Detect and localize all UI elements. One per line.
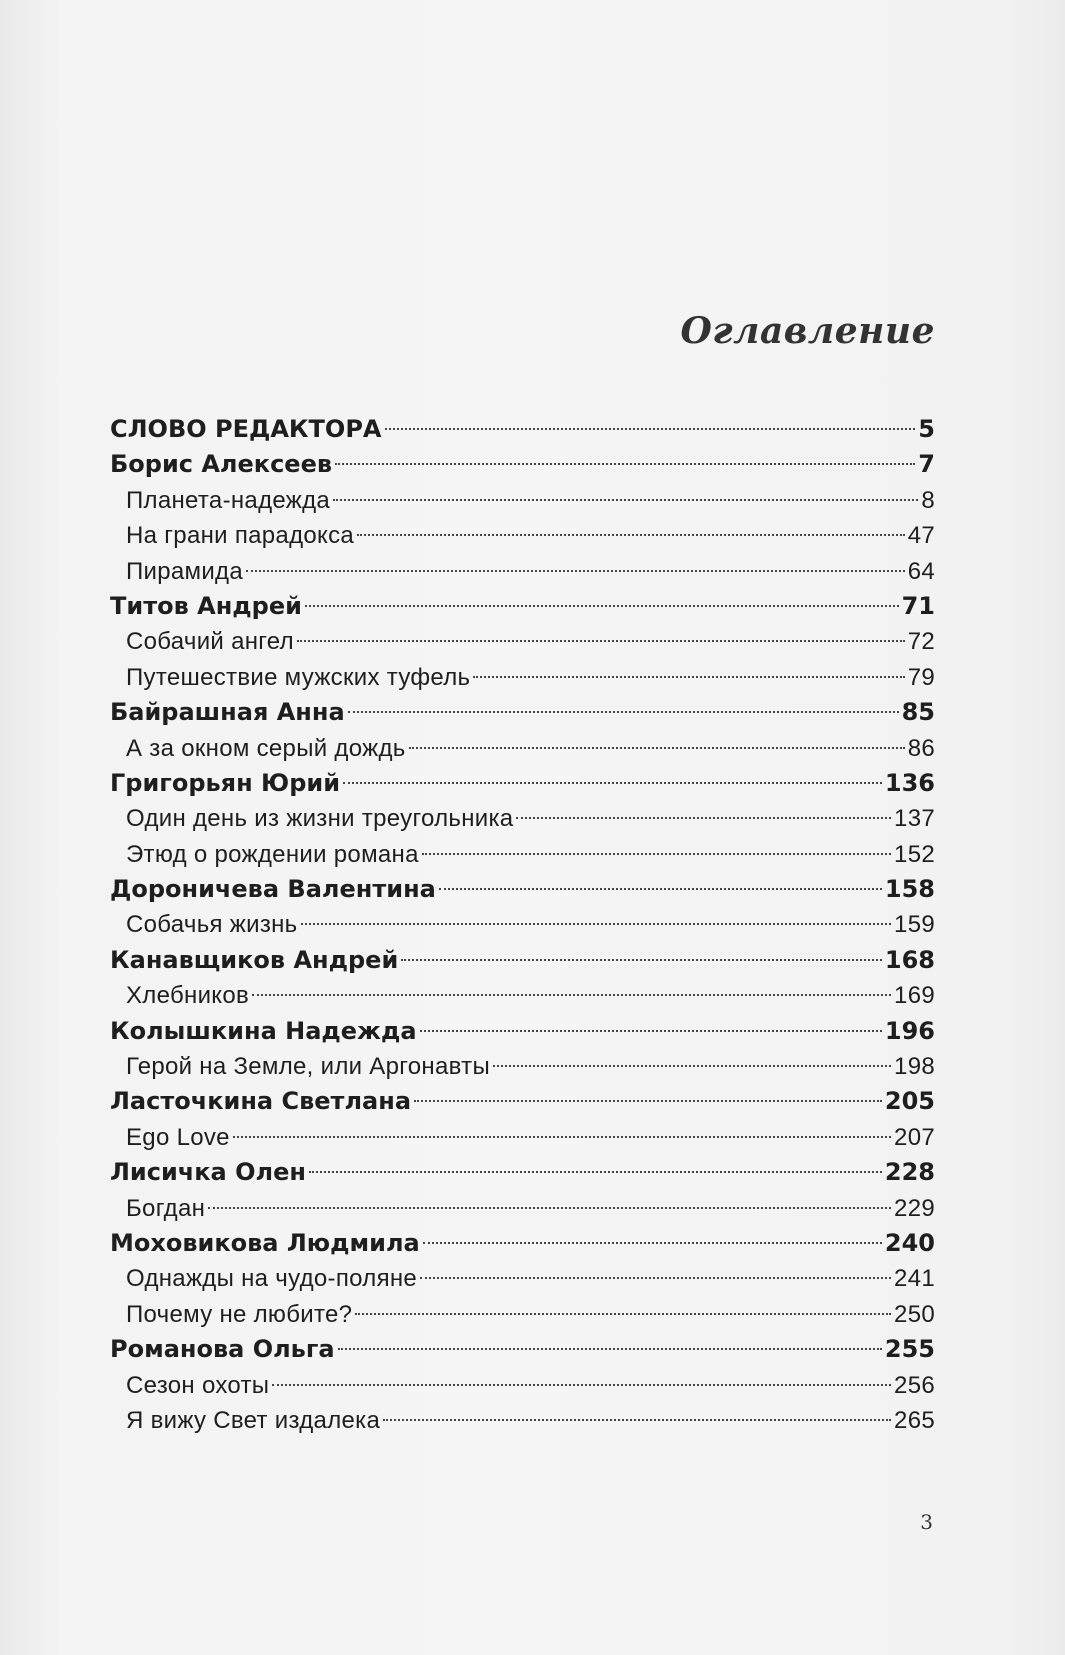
toc-entry-label: А за окном серый дождь [126, 734, 406, 762]
toc-entry-work [110, 1049, 935, 1084]
toc-entry-page: 7 [918, 450, 935, 479]
dot-leader [516, 817, 891, 819]
dot-leader [401, 959, 882, 961]
toc-entry-label: Однажды на чудо-поляне [126, 1265, 418, 1293]
toc-entry-label: Романова Ольга [110, 1335, 335, 1364]
toc-entry-author [110, 695, 935, 730]
toc-entry-page: 229 [894, 1194, 935, 1222]
toc-entry-author [110, 1332, 935, 1367]
toc-entry-work [110, 801, 935, 836]
toc-entry-label: Планета-надежда [126, 486, 331, 514]
toc-entry-author [110, 872, 935, 907]
dot-leader [357, 534, 905, 536]
toc-entry-page: 255 [884, 1335, 935, 1364]
dot-leader [233, 1136, 891, 1138]
toc-entry-page: 8 [921, 486, 935, 514]
toc-entry-work [110, 978, 935, 1013]
dot-leader [385, 428, 916, 430]
toc-entry-work [110, 731, 935, 766]
toc-entry-label: Этюд о рождении романа [126, 840, 419, 868]
dot-leader [252, 994, 891, 996]
toc-entry-work [110, 1120, 935, 1155]
toc-entry-label: Пирамида [126, 557, 244, 585]
toc-entry-author [110, 447, 935, 482]
toc-entry-work [110, 907, 935, 942]
dot-leader [422, 853, 891, 855]
toc-entry-label: Байрашная Анна [110, 698, 345, 727]
toc-entry-page: 85 [901, 698, 935, 727]
toc-entry-work [110, 660, 935, 695]
dot-leader [272, 1384, 891, 1386]
toc-entry-work [110, 1368, 935, 1403]
toc-entry-work [110, 624, 935, 659]
toc-entry-label: Колышкина Надежда [110, 1016, 417, 1045]
toc-entry-author [110, 1014, 935, 1049]
toc-entry-label: Ласточкина Светлана [110, 1087, 412, 1116]
toc-entry-author [110, 589, 935, 624]
toc-entry-page: 240 [884, 1228, 935, 1257]
dot-leader [309, 1171, 882, 1173]
toc-entry-label: Канавщиков Андрей [110, 945, 399, 974]
toc-entry-label: Богдан [126, 1194, 206, 1222]
toc-entry-work [110, 1403, 935, 1438]
toc-entry-work [110, 1191, 935, 1226]
toc-entry-page: 152 [894, 840, 935, 868]
toc-entry-label: На грани парадокса [126, 522, 355, 550]
dot-leader [333, 499, 918, 501]
toc-entry-label: Григорьян Юрий [110, 768, 341, 797]
toc-entry-author [110, 412, 935, 447]
dot-leader [246, 570, 905, 572]
dot-leader [335, 463, 915, 465]
toc-entry-page: 79 [907, 663, 935, 691]
page-number: 3 [920, 1510, 933, 1534]
toc-entry-label: Я вижу Свет издалека [126, 1406, 381, 1434]
toc-entry-label: Ego Love [126, 1123, 230, 1151]
toc-entry-page: 47 [907, 522, 935, 550]
toc-entry-page: 136 [884, 768, 935, 797]
toc-entry-label: Один день из жизни треугольника [126, 805, 514, 833]
toc-entry-page: 168 [884, 945, 935, 974]
toc-entry-label: Собачий ангел [126, 628, 294, 656]
dot-leader [414, 1100, 882, 1102]
toc-entry-label: Дороничева Валентина [110, 875, 436, 904]
toc-entry-page: 158 [884, 875, 935, 904]
toc-entry-page: 207 [894, 1123, 935, 1151]
toc-entry-author [110, 1155, 935, 1190]
toc-entry-page: 169 [894, 982, 935, 1010]
dot-leader [301, 923, 892, 925]
table-of-contents [110, 412, 935, 1438]
dot-leader [409, 747, 905, 749]
toc-entry-page: 159 [894, 911, 935, 939]
toc-entry-page: 72 [907, 628, 935, 656]
toc-entry-label: Лисичка Олен [110, 1158, 306, 1187]
toc-entry-label: Сезон охоты [126, 1371, 270, 1399]
toc-entry-work [110, 1297, 935, 1332]
toc-entry-page: 241 [894, 1265, 935, 1293]
toc-entry-work [110, 518, 935, 553]
toc-entry-page: 265 [894, 1406, 935, 1434]
toc-entry-page: 256 [894, 1371, 935, 1399]
dot-leader [383, 1419, 891, 1421]
toc-entry-work [110, 837, 935, 872]
toc-entry-label: Почему не любите? [126, 1300, 353, 1328]
toc-entry-page: 228 [884, 1158, 935, 1187]
toc-entry-page: 5 [918, 415, 935, 443]
toc-entry-author [110, 1084, 935, 1119]
toc-entry-work [110, 1261, 935, 1296]
toc-entry-work [110, 483, 935, 518]
toc-entry-label: Путешествие мужских туфель [126, 663, 471, 691]
toc-entry-page: 71 [901, 591, 935, 620]
toc-entry-author [110, 1226, 935, 1261]
dot-leader [305, 605, 899, 607]
toc-entry-page: 64 [907, 557, 935, 585]
toc-entry-label: Собачья жизнь [126, 911, 298, 939]
toc-entry-page: 250 [894, 1300, 935, 1328]
dot-leader [473, 676, 904, 678]
dot-leader [493, 1065, 891, 1067]
toc-entry-label: Хлебников [126, 982, 250, 1010]
dot-leader [420, 1030, 882, 1032]
toc-entry-page: 205 [884, 1087, 935, 1116]
toc-entry-label: Титов Андрей [110, 591, 302, 620]
toc-entry-page: 86 [907, 734, 935, 762]
toc-entry-work [110, 554, 935, 589]
dot-leader [439, 888, 882, 890]
toc-entry-page: 196 [884, 1016, 935, 1045]
toc-entry-author [110, 943, 935, 978]
toc-entry-page: 198 [894, 1053, 935, 1081]
dot-leader [355, 1313, 891, 1315]
dot-leader [338, 1348, 882, 1350]
toc-entry-label: Герой на Земле, или Аргонавты [126, 1053, 490, 1081]
dot-leader [297, 640, 905, 642]
dot-leader [208, 1207, 891, 1209]
dot-leader [348, 711, 899, 713]
page-title: Оглавление [680, 310, 935, 352]
toc-entry-label: Моховикова Людмила [110, 1228, 420, 1257]
dot-leader [420, 1277, 891, 1279]
dot-leader [343, 782, 882, 784]
toc-entry-label: Борис Алексеев [110, 450, 333, 479]
toc-entry-author [110, 766, 935, 801]
toc-entry-page: 137 [894, 805, 935, 833]
toc-entry-label: СЛОВО РЕДАКТОРА [110, 415, 382, 443]
dot-leader [423, 1242, 882, 1244]
